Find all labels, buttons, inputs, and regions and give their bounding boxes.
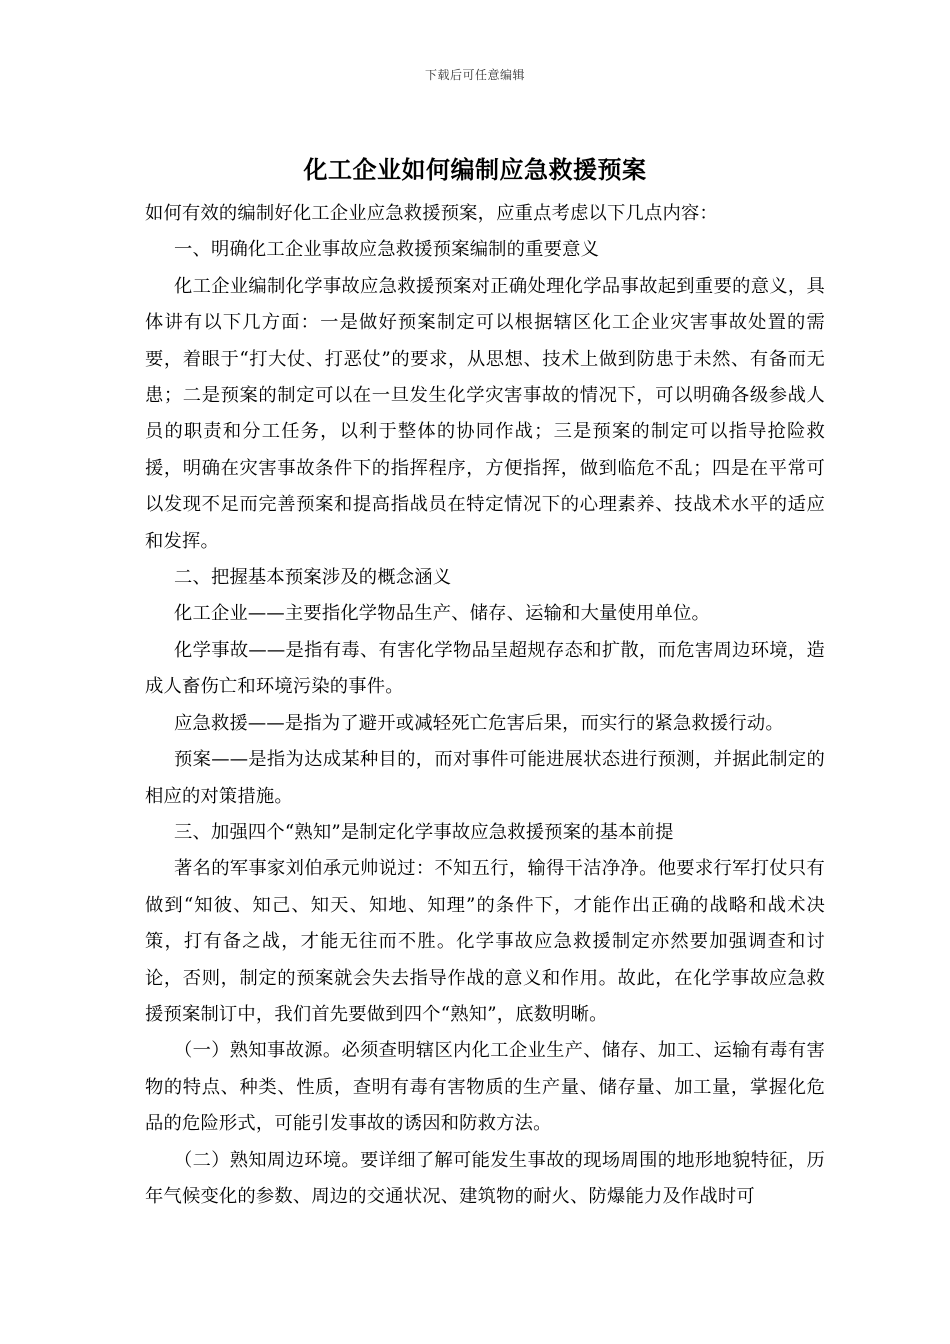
section-heading: 二、把握基本预案涉及的概念涵义: [174, 567, 452, 589]
body-paragraph: （一）熟知事故源。必须查明辖区内化工企业生产、储存、加工、运输有毒有害物的特点、种类、性质，查明有毒有害物质的生产量、储存量、加工量，掌握化危品的危险形式，可能引发事故的诱因和防救方法。: [145, 1040, 825, 1135]
document-body: [145, 196, 825, 1215]
intro-paragraph: 如何有效的编制好化工企业应急救援预案，应重点考虑以下几点内容：: [145, 203, 718, 224]
definition-paragraph: 化工企业——主要指化学物品生产、储存、运输和大量使用单位。: [174, 603, 710, 625]
definition-paragraph: 化学事故——是指有毒、有害化学物品呈超规存态和扩散，而危害周边环境，造成人畜伤亡和环境污染的事件。: [145, 639, 825, 698]
section-heading: 一、明确化工企业事故应急救援预案编制的重要意义: [174, 239, 600, 261]
definition-paragraph: 应急救援——是指为了避开或减轻死亡危害后果，而实行的紧急救援行动。: [174, 712, 784, 734]
body-paragraph: （二）熟知周边环境。要详细了解可能发生事故的现场周围的地形地貌特征，历年气候变化的参数、周边的交通状况、建筑物的耐火、防爆能力及作战时可: [145, 1149, 825, 1207]
section-heading: 三、加强四个“熟知”是制定化学事故应急救援预案的基本前提: [174, 821, 674, 843]
page-header: 下载后可任意编辑: [424, 68, 525, 82]
body-paragraph: 化工企业编制化学事故应急救援预案对正确处理化学品事故起到重要的意义，具体讲有以下几方面：一是做好预案制定可以根据辖区化工企业灾害事故处置的需要，着眼于“打大仗、打恶仗”的要求，从思想、技术上做到防患于未然、有备而无患；二是预案的制定可以在一旦发生化学灾害事故的情况下，可以明确各级参战人员的职责和分工任务，以利于整体的协同作战；三是预案的制定可以指导抢险救援，明确在灾害事故条件下的指挥程序，方便指挥，做到临危不乱；四是在平常可以发现不足而完善预案和提高指战员在特定情况下的心理素养、技战术水平的适应和发挥。: [145, 275, 825, 552]
document-title: 化工企业如何编制应急救援预案: [303, 155, 647, 184]
definition-paragraph: 预案——是指为达成某种目的，而对事件可能进展状态进行预测，并据此制定的相应的对策措施。: [145, 749, 825, 807]
body-paragraph: 著名的军事家刘伯承元帅说过：不知五行，输得干洁净净。他要求行军打仗只有做到“知彼、知己、知天、知地、知理”的条件下，才能作出正确的战略和战术决策，打有备之战，才能无往而不胜。化学事故应急救援制定亦然要加强调查和讨论，否则，制定的预案就会失去指导作战的意义和作用。故此，在化学事故应急救援预案制订中，我们首先要做到四个“熟知”，底数明晰。: [145, 858, 825, 1025]
